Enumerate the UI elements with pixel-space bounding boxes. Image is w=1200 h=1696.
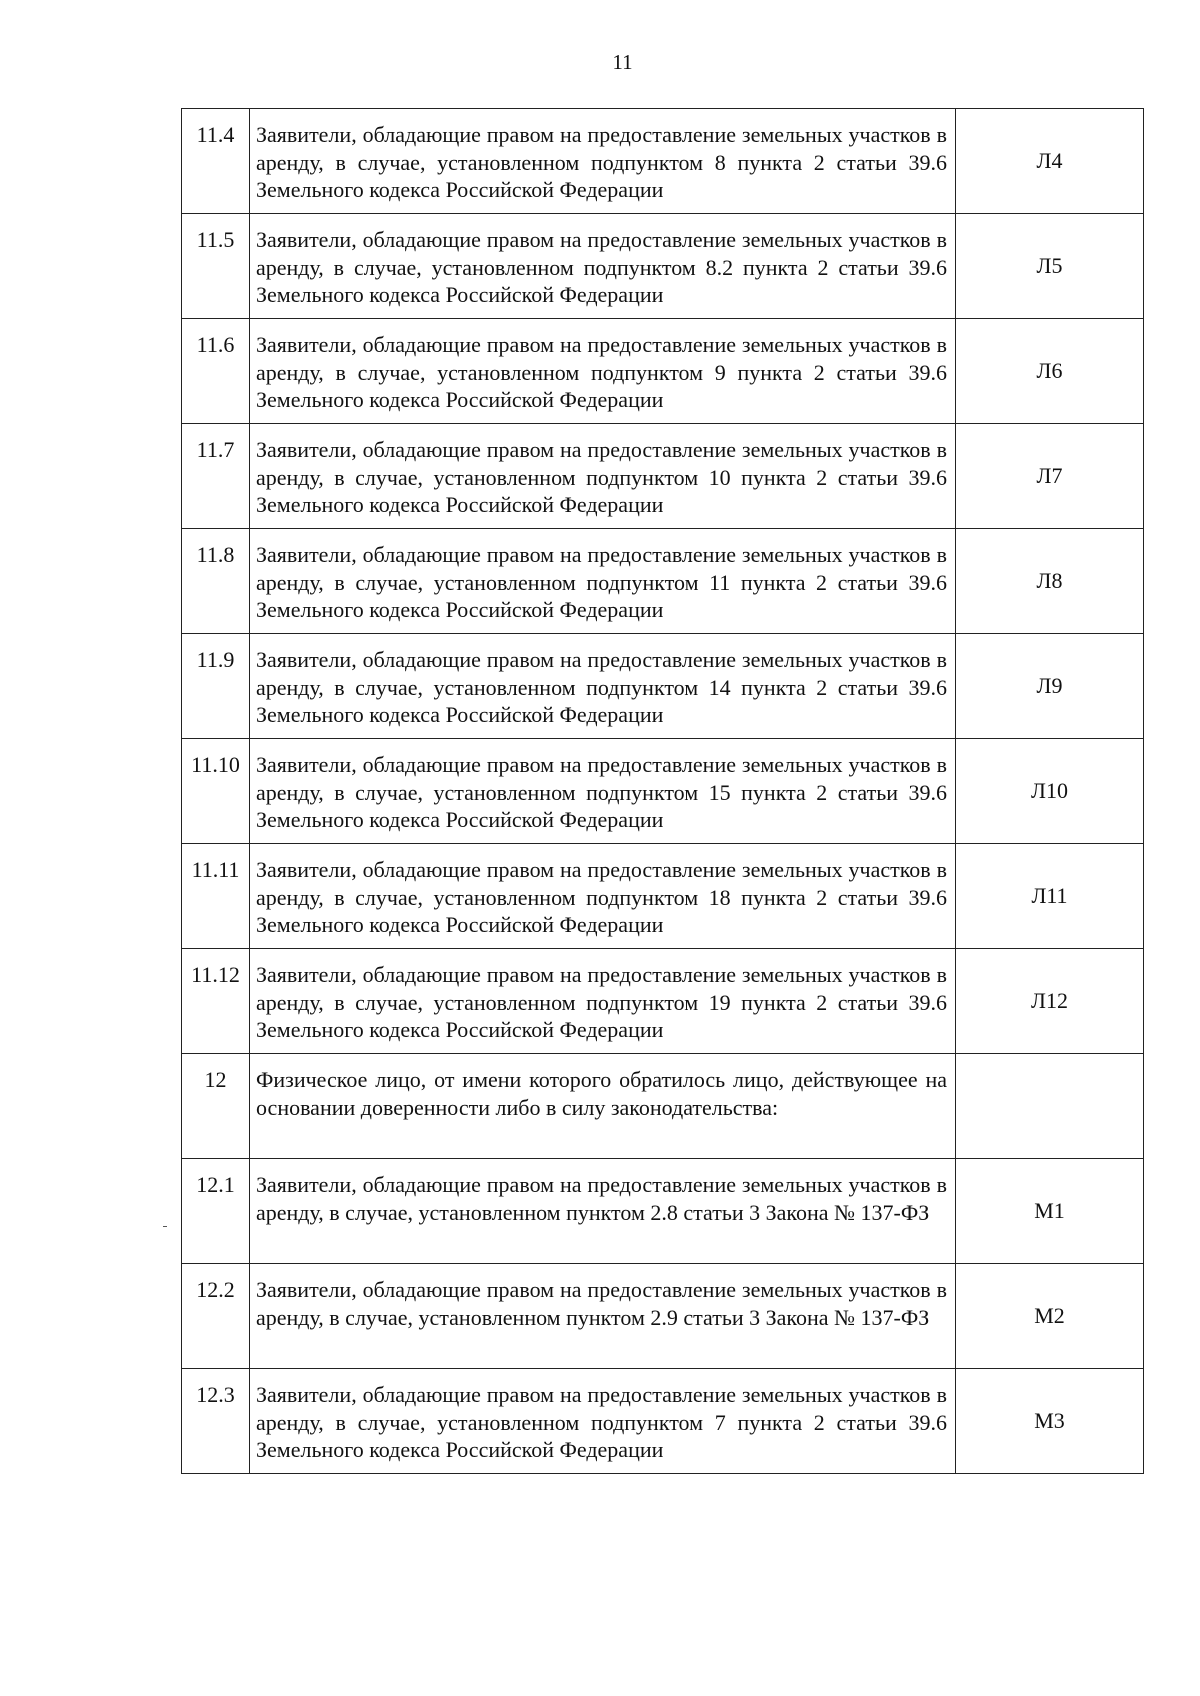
- row-number: 11.9: [182, 634, 250, 739]
- row-description: Заявители, обладающие правом на предоставление земельных участков в аренду, в случае, установленном подпунктом 9 пункта 2 статьи 39.6 Земельного кодекса Российской Федерации: [250, 319, 956, 424]
- row-description: Заявители, обладающие правом на предоставление земельных участков в аренду, в случае, установленном подпунктом 8 пункта 2 статьи 39.6 Земельного кодекса Российской Федерации: [250, 109, 956, 214]
- table-row: [182, 529, 1144, 634]
- row-number: 11.5: [182, 214, 250, 319]
- row-number: 11.12: [182, 949, 250, 1054]
- row-code: Л5: [956, 214, 1144, 319]
- row-description: Заявители, обладающие правом на предоставление земельных участков в аренду, в случае, установленном подпунктом 19 пункта 2 статьи 39.6 Земельного кодекса Российской Федерации: [250, 949, 956, 1054]
- table-row: [182, 1369, 1144, 1474]
- row-description: Заявители, обладающие правом на предоставление земельных участков в аренду, в случае, установленном подпунктом 14 пункта 2 статьи 39.6 Земельного кодекса Российской Федерации: [250, 634, 956, 739]
- table-row: [182, 1054, 1144, 1159]
- row-number: 11.4: [182, 109, 250, 214]
- table-row: [182, 214, 1144, 319]
- row-code: М2: [956, 1264, 1144, 1369]
- row-number: 12.2: [182, 1264, 250, 1369]
- table-row: [182, 949, 1144, 1054]
- row-code: Л4: [956, 109, 1144, 214]
- table-row: [182, 1264, 1144, 1369]
- row-number: 11.7: [182, 424, 250, 529]
- row-code: Л8: [956, 529, 1144, 634]
- row-code: [956, 1054, 1144, 1159]
- row-number: 11.8: [182, 529, 250, 634]
- table-row: [182, 424, 1144, 529]
- row-description: Заявители, обладающие правом на предоставление земельных участков в аренду, в случае, установленном подпунктом 10 пункта 2 статьи 39.6 Земельного кодекса Российской Федерации: [250, 424, 956, 529]
- applicants-table: [181, 108, 1144, 1474]
- row-number: 11.10: [182, 739, 250, 844]
- table-row: [182, 739, 1144, 844]
- row-code: Л12: [956, 949, 1144, 1054]
- row-number: 11.6: [182, 319, 250, 424]
- row-code: Л11: [956, 844, 1144, 949]
- row-description: Заявители, обладающие правом на предоставление земельных участков в аренду, в случае, установленном подпунктом 15 пункта 2 статьи 39.6 Земельного кодекса Российской Федерации: [250, 739, 956, 844]
- row-number: 12.3: [182, 1369, 250, 1474]
- row-code: Л10: [956, 739, 1144, 844]
- row-code: Л7: [956, 424, 1144, 529]
- table-row: [182, 844, 1144, 949]
- row-description: Заявители, обладающие правом на предоставление земельных участков в аренду, в случае, установленном пунктом 2.8 статьи 3 Закона № 137-ФЗ: [250, 1159, 956, 1264]
- row-description: Заявители, обладающие правом на предоставление земельных участков в аренду, в случае, установленном подпунктом 7 пункта 2 статьи 39.6 Земельного кодекса Российской Федерации: [250, 1369, 956, 1474]
- row-code: М1: [956, 1159, 1144, 1264]
- row-description: Заявители, обладающие правом на предоставление земельных участков в аренду, в случае, установленном подпунктом 18 пункта 2 статьи 39.6 Земельного кодекса Российской Федерации: [250, 844, 956, 949]
- row-description: Физическое лицо, от имени которого обратилось лицо, действующее на основании доверенности либо в силу законодательства:: [250, 1054, 956, 1159]
- table-row: [182, 109, 1144, 214]
- table-row: [182, 319, 1144, 424]
- row-number: 12: [182, 1054, 250, 1159]
- row-number: 12.1: [182, 1159, 250, 1264]
- row-code: Л9: [956, 634, 1144, 739]
- scan-artifact: [163, 1226, 167, 1227]
- row-number: 11.11: [182, 844, 250, 949]
- row-description: Заявители, обладающие правом на предоставление земельных участков в аренду, в случае, установленном подпунктом 8.2 пункта 2 статьи 39.6 Земельного кодекса Российской Федерации: [250, 214, 956, 319]
- table-row: [182, 634, 1144, 739]
- page-number: 11: [612, 50, 633, 74]
- table-row: [182, 1159, 1144, 1264]
- row-description: Заявители, обладающие правом на предоставление земельных участков в аренду, в случае, установленном подпунктом 11 пункта 2 статьи 39.6 Земельного кодекса Российской Федерации: [250, 529, 956, 634]
- row-code: М3: [956, 1369, 1144, 1474]
- row-description: Заявители, обладающие правом на предоставление земельных участков в аренду, в случае, установленном пунктом 2.9 статьи 3 Закона № 137-ФЗ: [250, 1264, 956, 1369]
- row-code: Л6: [956, 319, 1144, 424]
